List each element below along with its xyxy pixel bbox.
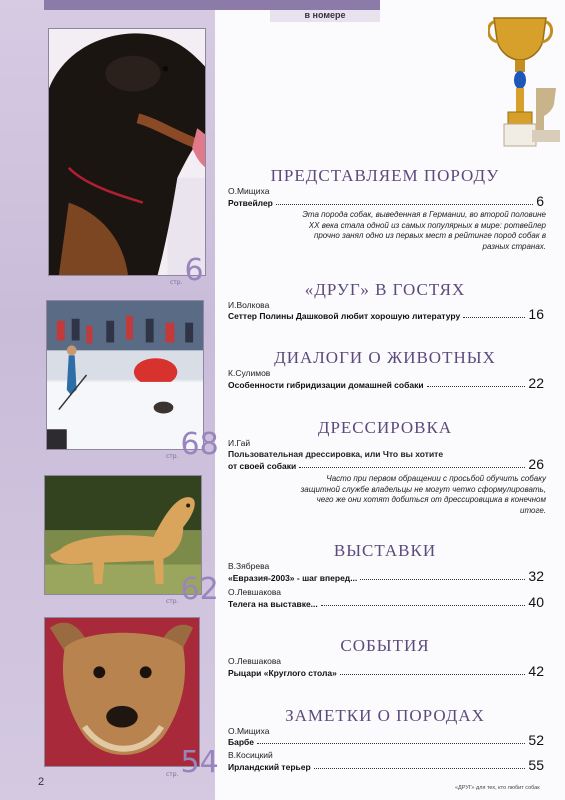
entry-title: Ротвейлер <box>228 198 273 208</box>
entry-page: 40 <box>528 594 544 610</box>
leader-dots <box>314 768 526 769</box>
leader-dots <box>257 743 525 744</box>
irish-terrier-photo <box>44 617 200 767</box>
toc-entry-hybridization[interactable] <box>228 376 544 390</box>
entry-page: 52 <box>528 732 544 748</box>
entry-page: 32 <box>528 568 544 584</box>
author-s7b: В.Косицкий <box>228 750 273 760</box>
leader-dots <box>299 467 525 468</box>
page-ref-rottweiler: стр.6 <box>170 253 204 288</box>
toc-entry-rottweiler[interactable] <box>228 194 544 208</box>
entry-title: от своей собаки <box>228 461 297 471</box>
author-s5b: О.Левшакова <box>228 587 282 597</box>
toc-entry-barbet[interactable] <box>228 733 544 747</box>
entry-title: Сеттер Полины Дашковой любит хорошую литературу <box>228 311 461 321</box>
leader-dots <box>427 386 526 387</box>
category-exhibitions: ВЫСТАВКИ <box>333 541 437 560</box>
top-bar <box>44 0 380 10</box>
page-ref-sled-race: стр.68 <box>166 427 219 462</box>
leader-dots <box>276 204 533 205</box>
author-s7a: О.Мищиха <box>228 726 270 736</box>
author-s5a: В.Зябрева <box>228 561 270 571</box>
page-ref-golden-retriever: стр.62 <box>166 572 219 607</box>
author-s4: И.Гай <box>228 438 251 448</box>
author-s6: О.Левшакова <box>228 656 282 666</box>
category-events: СОБЫТИЯ <box>340 636 430 655</box>
toc-entry-training[interactable] <box>228 457 544 471</box>
entry-title: «Евразия-2003» - шаг вперед... <box>228 573 358 583</box>
leader-dots <box>360 579 525 580</box>
category-breed-notes: ЗАМЕТКИ О ПОРОДАХ <box>285 706 485 725</box>
entry-title: Телега на выставке... <box>228 599 318 609</box>
toc-entry-knights[interactable] <box>228 664 544 678</box>
entry-page: 16 <box>528 306 544 322</box>
trophy-icon <box>488 12 560 152</box>
entry-title-line1: Пользовательная дрессировка, или Что вы хотите <box>228 449 444 459</box>
category-guest: «ДРУГ» В ГОСТЯХ <box>304 280 466 299</box>
author-s2: И.Волкова <box>228 300 270 310</box>
author-s1: О.Мищиха <box>228 186 270 196</box>
page-number: 2 <box>38 776 45 788</box>
entry-title: Рыцари «Круглого стола» <box>228 668 337 678</box>
leader-dots <box>463 317 525 318</box>
entry-page: 22 <box>528 375 544 391</box>
leader-dots <box>321 605 526 606</box>
entry-title: Ирландский терьер <box>228 762 311 772</box>
toc-entry-setter[interactable] <box>228 307 544 321</box>
category-breed-intro: ПРЕДСТАВЛЯЕМ ПОРОДУ <box>270 166 500 185</box>
category-dialogues: ДИАЛОГИ О ЖИВОТНЫХ <box>274 348 496 367</box>
toc-entry-eurasia[interactable] <box>228 569 544 583</box>
entry-page: 55 <box>528 757 544 773</box>
category-training: ДРЕССИРОВКА <box>317 418 453 437</box>
toc-entry-cart[interactable] <box>228 595 544 609</box>
entry-title: Барбе <box>228 737 255 747</box>
author-s3: К.Сулимов <box>228 368 271 378</box>
entry-page: 6 <box>536 193 544 209</box>
entry-page: 26 <box>528 456 544 472</box>
section-label: в номере <box>304 10 346 20</box>
description-s1: Эта порода собак, выведенная в Германии, во второй половине XX века стала одной из самых популярных в мире: ротвейлер прочно занял одно из первых мест в рейтинге пород собак в разных странах. <box>302 210 546 251</box>
footer-tag: «ДРУГ» для тех, кто любит собак <box>455 785 540 791</box>
entry-title: Особенности гибридизации домашней собаки <box>228 380 424 390</box>
page-ref-irish-terrier: стр.54 <box>166 745 219 780</box>
leader-dots <box>340 674 526 675</box>
description-s4: Часто при первом обращении с просьбой обучить собаку защитной службе владельцы не могут четко сформулировать, чего же они хотят добиться от дрессировщика в конечном итоге. <box>300 474 546 515</box>
rottweiler-photo <box>48 28 206 276</box>
entry-page: 42 <box>528 663 544 679</box>
toc-entry-irish-terrier[interactable] <box>228 758 544 772</box>
